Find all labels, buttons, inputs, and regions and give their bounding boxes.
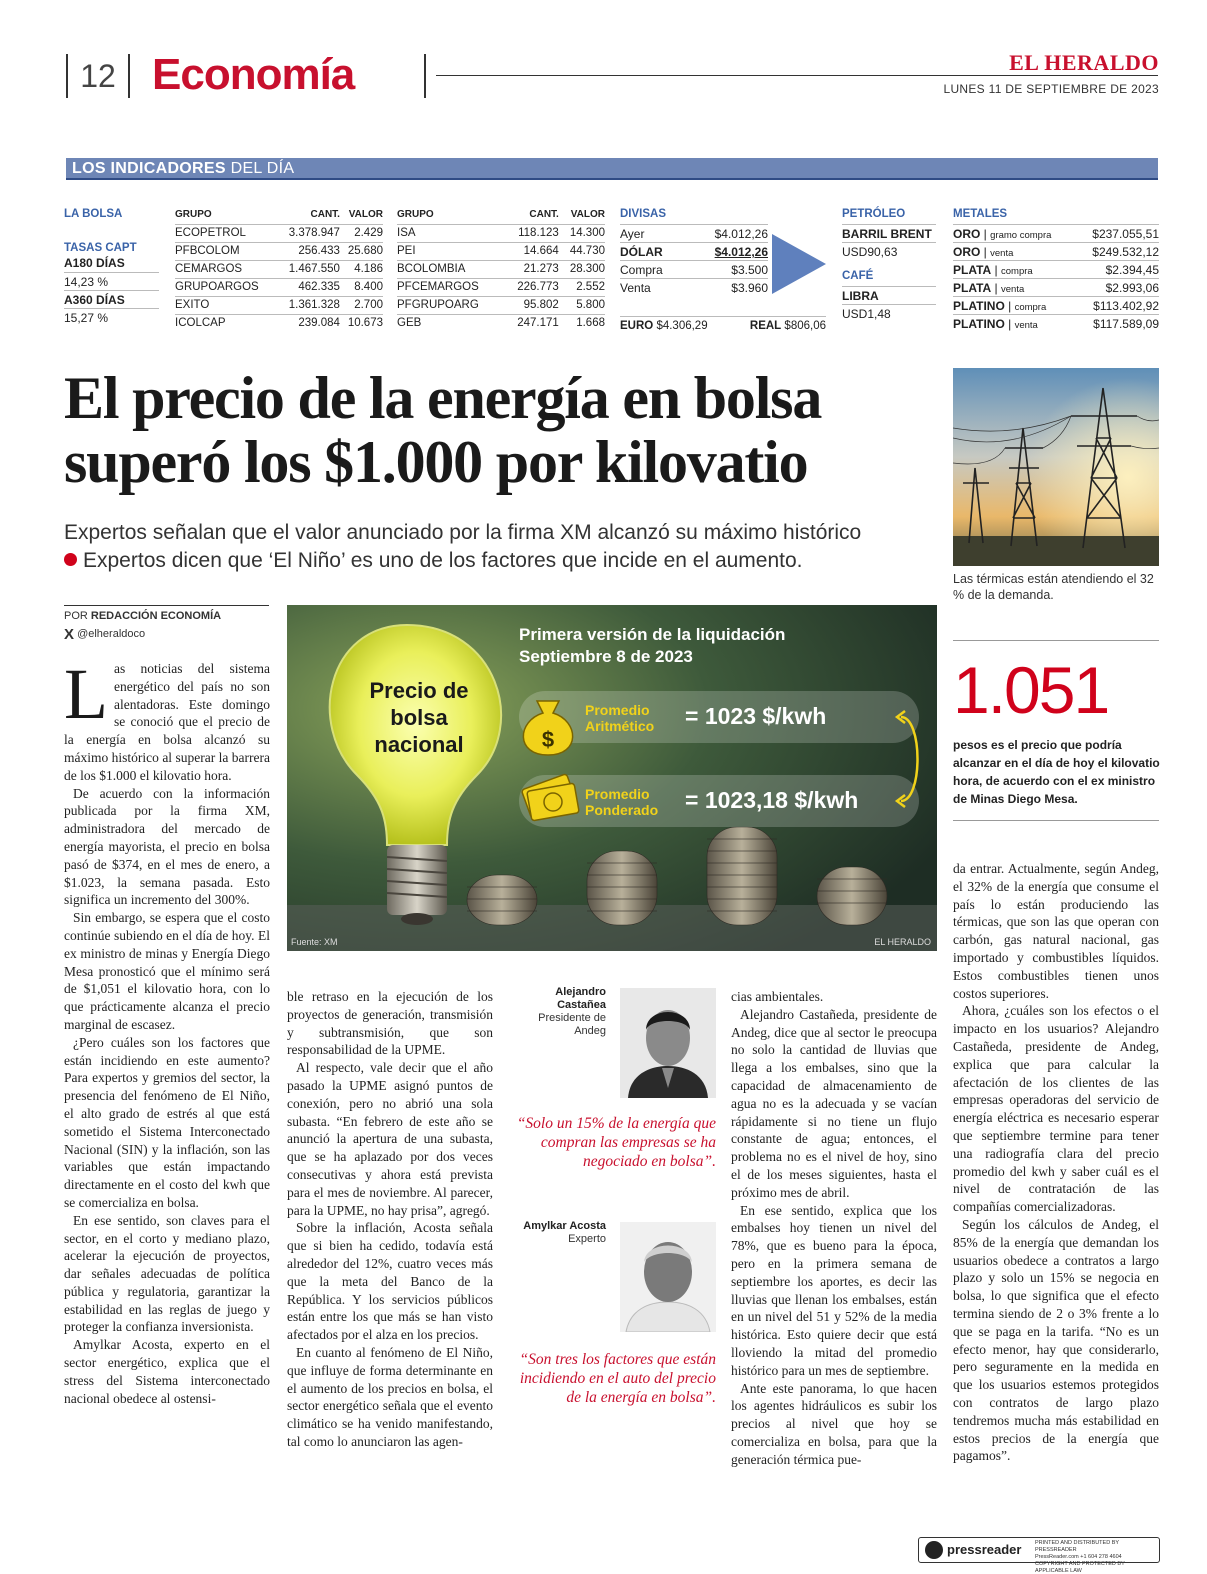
big-number: 1.051	[953, 653, 1109, 727]
twitter-handle[interactable]: X @elheraldoco	[64, 626, 146, 643]
table-row: ECOPETROL 3.378.947 2.429	[175, 224, 383, 242]
paragraph: Ante este panorama, lo que hacen los agentes hidráulicos es subir los precios al nivel que hoy se comercializa en bolsa, para que la generación térmica pue-	[731, 1380, 937, 1467]
deck-line: Expertos dicen que ‘El Niño’ es uno de los factores que incide en el aumento.	[64, 549, 803, 573]
bullet-dot-icon	[64, 553, 77, 566]
divider	[953, 640, 1159, 641]
photo-caption: Las térmicas están atendiendo el 32 % de la demanda.	[953, 572, 1154, 602]
paragraph: En cuanto al fenómeno de El Niño, que influye de forma determinante en el aumento de los precios en bolsa, el sector energético señala que el evento climático se ha venido manifestando, tal como lo anunciaron las agen-	[287, 1344, 493, 1449]
tasas-label: TASAS CAPT	[64, 242, 137, 254]
issue-date: LUNES 11 DE SEPTIEMBRE DE 2023	[943, 82, 1159, 96]
divisa-row: Venta $3.960	[620, 278, 768, 296]
bulb-label: Precio de bolsa nacional	[369, 678, 469, 757]
infographic-credit: EL HERALDO	[874, 937, 931, 947]
masthead-logo: EL HERALDO	[1009, 50, 1159, 75]
paragraph: da entrar. Actualmente, según Andeg, el 32% de la energía que consume el país lo están produciendo las térmicas, que son las que operan con carbón, gas natural nacional, gas importado y combustibles líquidos. Estos combustibles tienen unos costos superiores.	[953, 861, 1159, 1001]
divisas-label: DIVISAS	[620, 208, 667, 220]
metal-row: PLATA | compra $2.394,45	[953, 260, 1159, 278]
bolsa-label: LA BOLSA	[64, 208, 123, 220]
table-row: EXITO 1.361.328 2.700	[175, 296, 383, 314]
libra-value: USD1,48	[842, 304, 936, 322]
paragraph: Alejandro Castañeda, presidente de Andeg, dice que al sector le preocupa no solo la cantidad de lluvias que llega a los embalses, sino que la capacidad de almacenamiento de agua no es la adecuada y se vacían rápidamente si no tiene un flujo constante de agua; entonces, el problema no es el nivel de hoy, sino el de los meses siguientes, hasta el próximo mes de abril.	[731, 1006, 937, 1200]
paragraph: Las noticias del sistema energético del país no son alentadoras. Este domingo se conoció que el precio de la energía en bolsa alcanzó su máximo histórico al superar la barrera de los $1.000 el kilovatio hora.	[64, 654, 270, 783]
metal-row: ORO | gramo compra $237.055,51	[953, 224, 1159, 242]
brent-label: BARRIL BRENT	[842, 224, 936, 242]
metal-row: PLATINO | compra $113.402,92	[953, 296, 1159, 314]
infographic-source: Fuente: XM	[291, 937, 338, 947]
table-row: ISA 118.123 14.300	[397, 224, 605, 242]
divisa-row: DÓLAR $4.012,26	[620, 242, 768, 260]
article-column-1	[64, 654, 270, 1407]
quote2-person	[510, 1220, 606, 1246]
tasa-value: 15,27 %	[64, 308, 159, 326]
table-row: PFBCOLOM 256.433 25.680	[175, 242, 383, 260]
paragraph: Sobre la inflación, Acosta señala que si bien ha cedido, todavía está alrededor del 12%, cuatro veces más que la meta del Banco de la República. Y los servicios públicos están entre los que más se han visto afectados por el alza en los precios.	[287, 1220, 493, 1343]
paragraph: Ahora, ¿cuáles son los efectos o el impacto en los usuarios? Alejandro Castañeda, presidente de Andeg, explica que para calcular la afectación de los clientes de las empresas operadoras del servicio de energía eléctrica es necesario esperar que septiembre termine para tener una radiografía clara del precio promedio del kwh y saber cuál es el nivel de contratación de las compañías comercializadoras.	[953, 1003, 1159, 1215]
table-row: GEB 247.171 1.668	[397, 314, 605, 332]
quote1-portrait	[620, 988, 716, 1098]
table-row: BCOLOMBIA 21.273 28.300	[397, 260, 605, 278]
pressreader-badge[interactable]	[918, 1537, 1160, 1574]
metales-column	[953, 208, 1159, 332]
divisas-column	[620, 208, 768, 296]
quote2-role: Experto	[568, 1233, 606, 1245]
quote1-name: Alejandro Castañea	[555, 986, 606, 1011]
quote2-name: Amylkar Acosta	[523, 1220, 606, 1232]
paragraph: cias ambientales.	[731, 989, 824, 1004]
metal-row: PLATA | venta $2.993,06	[953, 278, 1159, 296]
article-column-2	[287, 988, 493, 1451]
metal-row: PLATINO | venta $117.589,09	[953, 314, 1159, 332]
table-row: PEI 14.664 44.730	[397, 242, 605, 260]
quote1-person	[510, 986, 606, 1038]
divider	[953, 820, 1159, 821]
cafe-label: CAFÉ	[842, 270, 874, 282]
euro-real-row: EURO $4.306,29 REAL $806,06	[620, 316, 826, 334]
paragraph: De acuerdo con la información publicada por la firma XM, administradora del mercado de energía mayorista, el precio en bolsa pasó de $374, en el mes de enero, a $1.023, la semana pasada. Esto significa un incremento del 300%.	[64, 785, 270, 908]
divisa-row: Compra $3.500	[620, 260, 768, 278]
quote2-portrait	[620, 1222, 716, 1332]
table-row: GRUPOARGOS 462.335 8.400	[175, 278, 383, 296]
paragraph: Al respecto, vale decir que el año pasado la UPME asignó puntos de conexión, pero no abrió una sola subasta. “En febrero de este año se anunció la apertura de una subasta, que se ha aplazado por dos veces consecutivas y ahora está prevista para el mes de noviembre. Al parecer, para la UPME, no hay prisa”, agregó.	[287, 1060, 493, 1218]
arrow-right-icon	[772, 234, 826, 294]
header-divider	[424, 54, 426, 98]
brent-value: USD90,63	[842, 242, 936, 260]
table-row: PFCEMARGOS 226.773 2.552	[397, 278, 605, 296]
x-logo-icon: X	[64, 626, 75, 643]
infographic-title: Primera versión de la liquidación Septiembre 8 de 2023	[519, 625, 786, 666]
svg-text:$: $	[541, 727, 555, 752]
tasa-value: 14,23 %	[64, 272, 159, 290]
indicators-title: LOS INDICADORES DEL DÍA	[72, 160, 295, 177]
divisa-row: Ayer $4.012,26	[620, 224, 768, 242]
quote1-role: Presidente de Andeg	[538, 1012, 606, 1037]
pressreader-fine-print: PRINTED AND DISTRIBUTED BY PRESSREADER PressReader.com +1 604 278 4604 COPYRIGHT AND PROTECTED BY APPLICABLE LAW	[1035, 1540, 1125, 1574]
bolsa-column	[64, 208, 159, 326]
paragraph: Sin embargo, se espera que el costo continúe subiendo en el día de hoy. El ex ministro de minas y Energía Diego Mesa pronosticó que el mínimo será de $1,051 el kilovatio hora, con lo que prácticamente alcanza el precio marginal de escasez.	[64, 910, 270, 1032]
power-lines-photo	[953, 368, 1159, 566]
metal-row: ORO | venta $249.532,12	[953, 242, 1159, 260]
paragraph: ¿Pero cuáles son los factores que están incidiendo en este aumento? Para expertos y gremios del sector, la presencia del fenómeno de El Niño, el alto grado de estrés al que está sometido el Sistema Interconectado Nacional (SIN) y la inflación, son las variables que están impactando directamente en el costo del kwh que se comercializa en bolsa.	[64, 1034, 270, 1210]
article-column-5	[953, 860, 1159, 1465]
row1-value: = 1023 $/kwh	[685, 703, 827, 729]
page-number: 12	[66, 54, 130, 98]
byline: POR REDACCIÓN ECONOMÍA	[64, 605, 269, 622]
paragraph: Según los cálculos de Andeg, el 85% de la energía que demandan los usuarios obedece a contratos a largo plazo y solo un 15% se negocia en bolsa, lo que significa que el efecto termina siendo de 2 o 3% frente a lo que se paga en la tarifa. “No es un efecto menor, hay que considerarlo, pero seguramente en la medida en que los usuarios estemos protegidos con contratos de largo plazo tendremos mucha más estabilidad en estos precios de la energía que pagamos”.	[953, 1216, 1159, 1464]
quote2-text: “Son tres los factores que están incidiendo en el auto del precio de la energía en bolsa”.	[519, 1351, 716, 1406]
paragraph: En ese sentido, explica que los embalses hoy tienen un nivel del 78%, que es bueno para la época, pero en la primera semana de septiembre los aportes, es decir las lluvias que llenan los embalses, están en un nivel del 51 y 52% de la media histórica. Esto quiere decir que está lloviendo la mitad del promedio histórico para un mes de septiembre.	[731, 1202, 937, 1378]
table-row: CEMARGOS 1.467.550 4.186	[175, 260, 383, 278]
stocks-table-left: GRUPO CANT. VALOR ECOPETROL 3.378.947 2.429 PFBCOLOM 256.433 25.680 CEMARGOS 1.467.550 4.186 GRUPOARGOS 462.335 8.400 EXITO 1.361.328 2.700 ICOLCAP 239.084 10.673	[175, 208, 383, 332]
petroleo-label: PETRÓLEO	[842, 208, 906, 220]
headline: El precio de la energía en bolsa superó los $1.000 por kilovatio	[64, 365, 822, 495]
metales-label: METALES	[953, 208, 1008, 220]
dropcap: L	[64, 654, 108, 734]
libra-label: LIBRA	[842, 286, 936, 304]
tasa-label: A180 DÍAS	[64, 256, 125, 270]
paragraph: En ese sentido, son claves para el sector, en el corto y mediano plazo, acelerar la ejecución de proyectos, dar señales adecuadas de política pública y regulatoria, garantizar la estabilidad en las reglas de juego y proteger la confianza inversionista.	[64, 1212, 270, 1335]
paragraph: Amylkar Acosta, experto en el sector energético, explica que el stress del Sistema interconectado nacional obedece al ostensi-	[64, 1337, 270, 1406]
row1-label: Promedio Aritmético	[585, 702, 655, 734]
paragraph: ble retraso en la ejecución de los proyectos de generación, transmisión y subtransmisión, que son responsabilidad de la UPME.	[287, 989, 493, 1058]
petroleo-column	[842, 208, 936, 322]
pressreader-logo-icon	[925, 1541, 943, 1559]
row2-label: Promedio Ponderado	[585, 786, 659, 818]
quote1-text: “Solo un 15% de la energía que compran las empresas se ha negociado en bolsa”.	[516, 1115, 716, 1170]
section-title: Economía	[152, 50, 355, 99]
big-number-text: pesos es el precio que podría alcanzar en el día de hoy el kilovatio hora, de acuerdo con el ex ministro de Minas Diego Mesa.	[953, 738, 1160, 806]
tasa-label: A360 DÍAS	[64, 290, 159, 308]
infographic	[287, 605, 937, 951]
table-row: ICOLCAP 239.084 10.673	[175, 314, 383, 332]
stocks-table-right: GRUPO CANT. VALOR ISA 118.123 14.300 PEI 14.664 44.730 BCOLOMBIA 21.273 28.300 PFCEMARGOS 226.773 2.552 PFGRUPOARG 95.802 5.800 GEB 247.171 1.668	[397, 208, 605, 332]
pressreader-brand: pressreader	[947, 1542, 1022, 1557]
deck-line: Expertos señalan que el valor anunciado por la firma XM alcanzó su máximo histórico	[64, 521, 862, 544]
row2-value: = 1023,18 $/kwh	[685, 787, 859, 813]
article-column-4	[731, 988, 937, 1469]
table-row: PFGRUPOARG 95.802 5.800	[397, 296, 605, 314]
